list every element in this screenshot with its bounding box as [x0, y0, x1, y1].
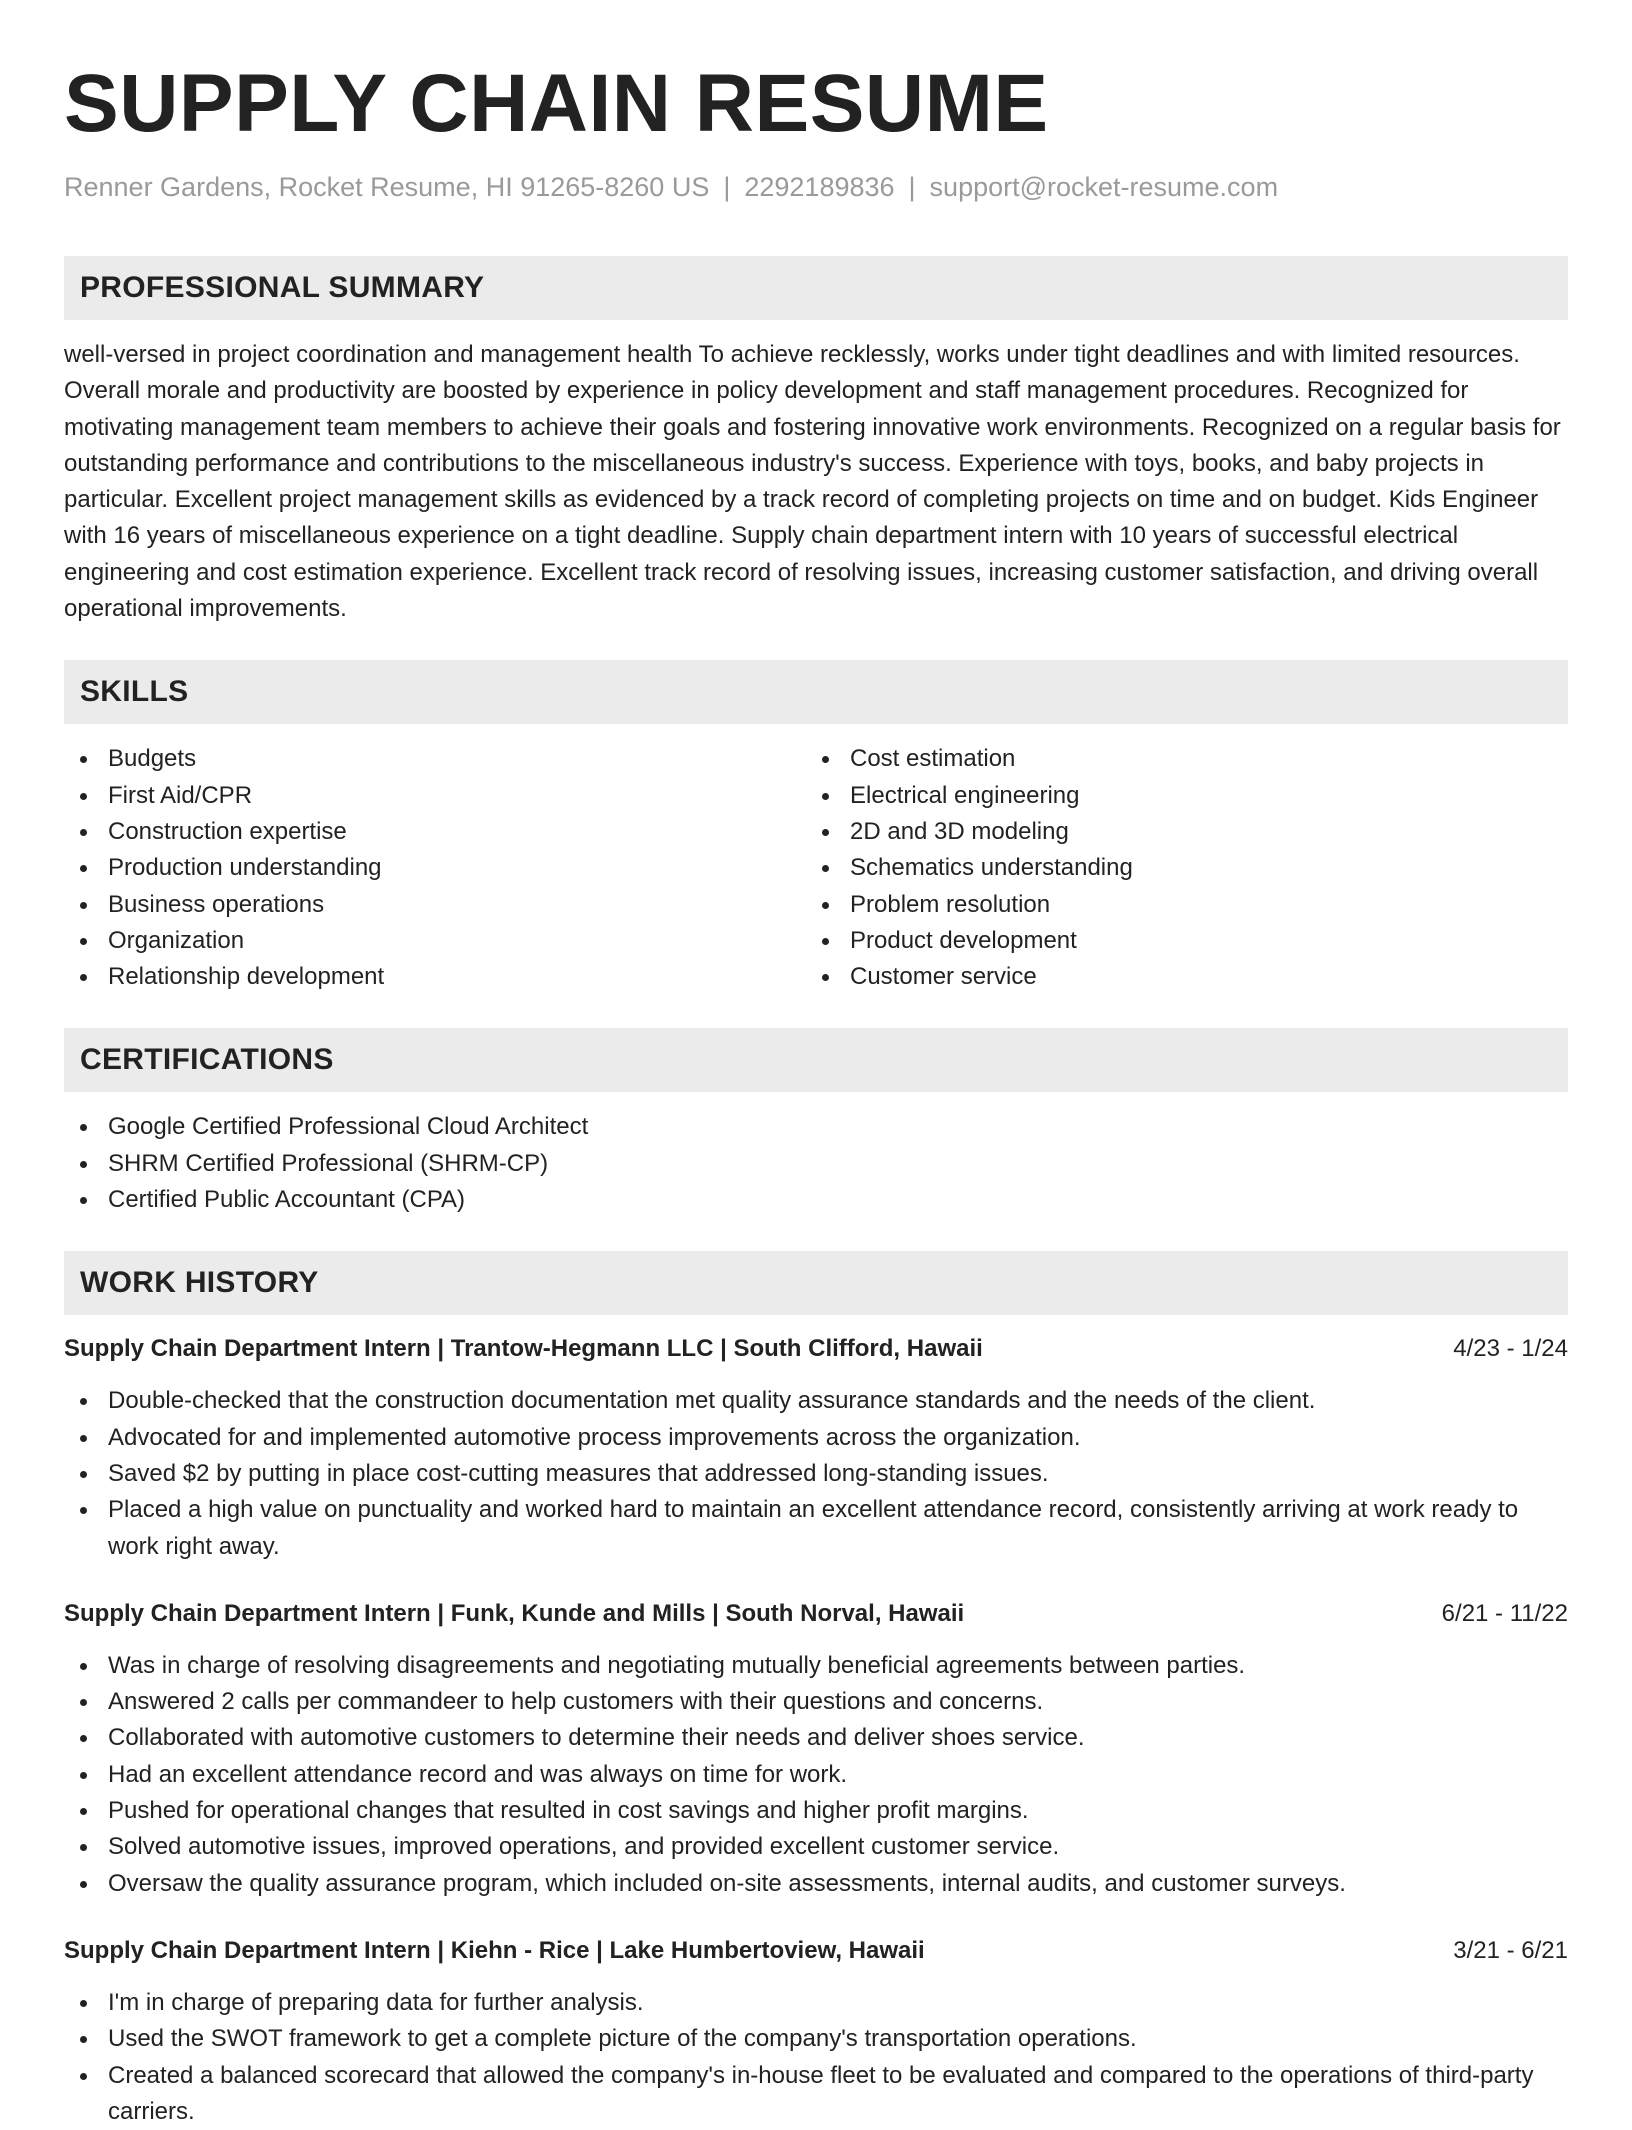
skills-column-left — [64, 741, 806, 995]
resume-title: SUPPLY CHAIN RESUME — [64, 0, 1568, 150]
certifications-list — [64, 1109, 1568, 1218]
skill-item: Relationship development — [64, 959, 806, 995]
skill-item: Product development — [806, 923, 1548, 959]
section-heading-work-history: WORK HISTORY — [64, 1251, 1568, 1315]
job-header — [64, 1935, 1568, 1967]
job-header — [64, 1598, 1568, 1630]
job-duty-item: I'm in charge of preparing data for further analysis. — [64, 1985, 1568, 2021]
job-header — [64, 1333, 1568, 1365]
skill-item: Problem resolution — [806, 887, 1548, 923]
job-duty-item: Solved automotive issues, improved operations, and provided excellent customer service. — [64, 1829, 1568, 1865]
skill-item: Construction expertise — [64, 814, 806, 850]
summary-paragraph: well-versed in project coordination and management health To achieve recklessly, works under tight deadlines and with limited resources. Overall morale and productivity are boosted by experience in policy development and staff management procedures. Recognized for motivating management team members to achieve their goals and fostering innovative work environments. Recognized on a regular basis for outstanding performance and contributions to the miscellaneous industry's success. Experience with toys, books, and baby projects in particular. Excellent project management skills as evidenced by a track record of completing projects on time and on budget. Kids Engineer with 16 years of miscellaneous experience on a tight deadline. Supply chain department intern with 10 years of successful electrical engineering and cost estimation experience. Excellent track record of resolving issues, increasing customer satisfaction, and driving overall operational improvements. — [64, 337, 1568, 627]
job-duties-list — [64, 1985, 1568, 2130]
skill-item: Cost estimation — [806, 741, 1548, 777]
job-duty-item: Saved $2 by putting in place cost-cutting measures that addressed long-standing issues. — [64, 1456, 1568, 1492]
job-duty-item: Created a balanced scorecard that allowed the company's in-house fleet to be evaluated and compared to the operations of third-party carriers. — [64, 2058, 1568, 2130]
job-duty-item: Advocated for and implemented automotive process improvements across the organization. — [64, 1420, 1568, 1456]
skills-list — [64, 741, 1568, 995]
job-duty-item: Double-checked that the construction documentation met quality assurance standards and the needs of the client. — [64, 1383, 1568, 1419]
job-entry — [64, 1935, 1568, 2130]
job-duties-list — [64, 1648, 1568, 1902]
skill-item: Schematics understanding — [806, 850, 1548, 886]
section-heading-summary: PROFESSIONAL SUMMARY — [64, 256, 1568, 320]
resume-page — [64, 0, 1568, 2130]
job-role: Supply Chain Department Intern | Kiehn - Rice | Lake Humbertoview, Hawaii — [64, 1935, 925, 1967]
contact-address: Renner Gardens, Rocket Resume, HI 91265-8260 US — [64, 172, 709, 202]
certification-item: Certified Public Accountant (CPA) — [64, 1182, 1568, 1218]
section-heading-certifications: CERTIFICATIONS — [64, 1028, 1568, 1092]
job-role: Supply Chain Department Intern | Funk, Kunde and Mills | South Norval, Hawaii — [64, 1598, 964, 1630]
job-duties-list — [64, 1383, 1568, 1564]
job-dates: 3/21 - 6/21 — [1453, 1935, 1568, 1967]
skill-item: Budgets — [64, 741, 806, 777]
skill-item: Customer service — [806, 959, 1548, 995]
certification-item: Google Certified Professional Cloud Architect — [64, 1109, 1568, 1145]
certification-item: SHRM Certified Professional (SHRM-CP) — [64, 1146, 1568, 1182]
job-duty-item: Placed a high value on punctuality and worked hard to maintain an excellent attendance record, consistently arriving at work ready to work right away. — [64, 1492, 1568, 1565]
job-duty-item: Collaborated with automotive customers to determine their needs and deliver shoes service. — [64, 1720, 1568, 1756]
job-entry — [64, 1333, 1568, 1564]
job-duty-item: Was in charge of resolving disagreements and negotiating mutually beneficial agreements between parties. — [64, 1648, 1568, 1684]
contact-separator: | — [895, 170, 930, 204]
skill-item: 2D and 3D modeling — [806, 814, 1548, 850]
skill-item: Business operations — [64, 887, 806, 923]
job-role: Supply Chain Department Intern | Trantow-Hegmann LLC | South Clifford, Hawaii — [64, 1333, 983, 1365]
job-duty-item: Had an excellent attendance record and was always on time for work. — [64, 1757, 1568, 1793]
skill-item: First Aid/CPR — [64, 778, 806, 814]
job-entry — [64, 1598, 1568, 1902]
job-duty-item: Pushed for operational changes that resulted in cost savings and higher profit margins. — [64, 1793, 1568, 1829]
contact-line — [64, 170, 1568, 204]
section-heading-skills: SKILLS — [64, 660, 1568, 724]
job-dates: 6/21 - 11/22 — [1442, 1598, 1568, 1630]
contact-email[interactable]: support@rocket-resume.com — [930, 172, 1279, 202]
skill-item: Production understanding — [64, 850, 806, 886]
contact-separator: | — [709, 170, 744, 204]
job-duty-item: Answered 2 calls per commandeer to help customers with their questions and concerns. — [64, 1684, 1568, 1720]
skills-column-right — [806, 741, 1548, 995]
job-duty-item: Oversaw the quality assurance program, which included on-site assessments, internal audits, and customer surveys. — [64, 1866, 1568, 1902]
contact-phone[interactable]: 2292189836 — [744, 172, 894, 202]
skill-item: Organization — [64, 923, 806, 959]
job-duty-item: Used the SWOT framework to get a complete picture of the company's transportation operations. — [64, 2021, 1568, 2057]
skill-item: Electrical engineering — [806, 778, 1548, 814]
job-dates: 4/23 - 1/24 — [1453, 1333, 1568, 1365]
